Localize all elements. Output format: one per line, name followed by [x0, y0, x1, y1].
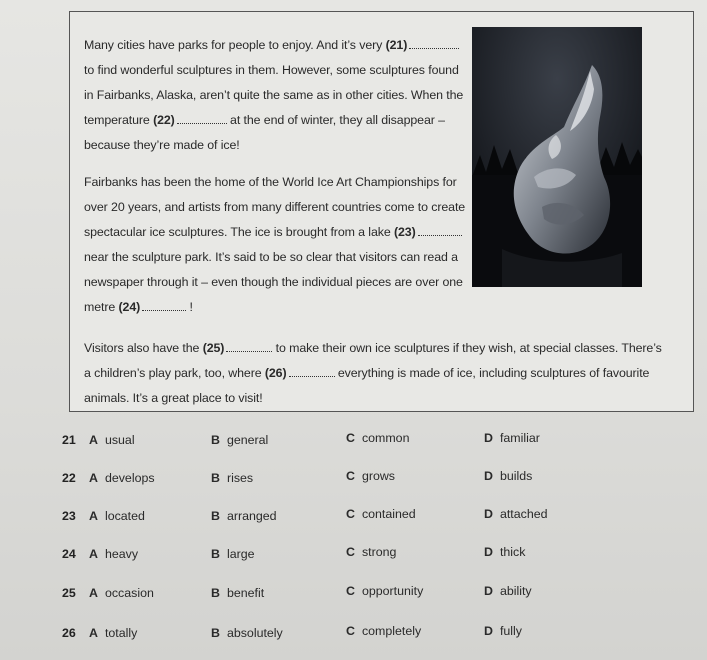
passage-text: in Fairbanks, Alaska, aren’t quite the same as in other cities. When the — [84, 88, 464, 102]
option-word: thick — [499, 545, 526, 559]
gap-number: (21) — [385, 38, 408, 52]
passage-text: metre — [84, 300, 119, 314]
answer-option-d[interactable] — [484, 545, 525, 559]
option-letter: A — [89, 586, 98, 600]
option-word: benefit — [226, 586, 265, 600]
answer-option-b[interactable] — [211, 547, 255, 561]
answer-option-d[interactable] — [484, 507, 548, 521]
answer-option-c[interactable] — [346, 431, 409, 445]
question-number: 25 — [62, 586, 76, 600]
option-word: familiar — [499, 431, 540, 445]
answer-option-b[interactable] — [211, 471, 253, 485]
answer-option-b[interactable] — [211, 509, 277, 523]
option-word: develops — [104, 471, 155, 485]
option-word: arranged — [226, 509, 277, 523]
answer-option-d[interactable] — [484, 624, 522, 638]
question-number: 23 — [62, 509, 76, 523]
option-letter: D — [484, 584, 493, 598]
answer-option-c[interactable] — [346, 545, 396, 559]
option-word: totally — [104, 626, 138, 640]
passage-text: animals. It’s a great place to visit! — [84, 391, 263, 405]
option-letter: B — [211, 471, 220, 485]
passage-text: Many cities have parks for people to enjoy. And it’s very — [84, 38, 386, 52]
option-word: opportunity — [361, 584, 424, 598]
question-number: 21 — [62, 433, 76, 447]
option-letter: C — [346, 545, 355, 559]
passage-text: because they’re made of ice! — [84, 138, 240, 152]
option-word: attached — [499, 507, 548, 521]
answer-option-a[interactable] — [89, 509, 145, 523]
passage-text: near the sculpture park. It’s said to be so clear that visitors can read a — [84, 250, 458, 264]
passage-text: ! — [186, 300, 193, 314]
gap-number: (26) — [264, 366, 287, 380]
option-word: completely — [361, 624, 422, 638]
option-letter: B — [211, 547, 220, 561]
option-word: builds — [499, 469, 533, 483]
passage-text: newspaper through it – even though the individual pieces are over one — [84, 275, 463, 289]
answer-option-c[interactable] — [346, 507, 416, 521]
passage-text: spectacular ice sculptures. The ice is brought from a lake — [84, 225, 394, 239]
option-letter: C — [346, 469, 355, 483]
answer-option-d[interactable] — [484, 431, 540, 445]
gap-number: (24) — [118, 300, 141, 314]
option-letter: A — [89, 433, 98, 447]
option-word: rises — [226, 471, 254, 485]
option-letter: C — [346, 507, 355, 521]
option-word: absolutely — [226, 626, 283, 640]
option-letter: A — [89, 547, 98, 561]
option-letter: A — [89, 509, 98, 523]
answer-option-a[interactable] — [89, 433, 135, 447]
option-letter: D — [484, 507, 493, 521]
option-letter: D — [484, 431, 493, 445]
passage-text: a children’s play park, too, where — [84, 366, 265, 380]
answer-option-a[interactable] — [89, 586, 154, 600]
passage-text: to make their own ice sculptures if they wish, at special classes. There’s — [272, 341, 662, 355]
option-word: contained — [361, 507, 416, 521]
answer-option-c[interactable] — [346, 469, 395, 483]
option-letter: A — [89, 626, 98, 640]
answer-option-a[interactable] — [89, 547, 138, 561]
answer-option-d[interactable] — [484, 469, 532, 483]
option-word: grows — [361, 469, 396, 483]
answer-option-b[interactable] — [211, 433, 268, 447]
option-letter: C — [346, 431, 355, 445]
question-number: 22 — [62, 471, 76, 485]
answer-option-c[interactable] — [346, 584, 423, 598]
option-letter: D — [484, 545, 493, 559]
question-number: 26 — [62, 626, 76, 640]
answer-option-c[interactable] — [346, 624, 421, 638]
option-letter: B — [211, 509, 220, 523]
option-letter: B — [211, 433, 220, 447]
option-letter: A — [89, 471, 98, 485]
gap-number: (22) — [153, 113, 175, 127]
option-letter: B — [211, 586, 220, 600]
option-word: located — [104, 509, 145, 523]
option-word: ability — [499, 584, 532, 598]
option-letter: C — [346, 624, 355, 638]
option-letter: B — [211, 626, 220, 640]
option-word: fully — [499, 624, 522, 638]
answer-option-a[interactable] — [89, 626, 137, 640]
option-word: heavy — [104, 547, 139, 561]
passage-text: temperature — [84, 113, 154, 127]
passage-text: to find wonderful sculptures in them. However, some sculptures found — [84, 63, 459, 77]
option-letter: D — [484, 624, 493, 638]
option-word: occasion — [104, 586, 154, 600]
passage-text: everything is made of ice, including sculptures of favourite — [334, 366, 650, 380]
passage-text: Visitors also have the — [84, 341, 203, 355]
gap-number: (23) — [393, 225, 416, 239]
answer-option-d[interactable] — [484, 584, 532, 598]
option-word: usual — [104, 433, 135, 447]
option-word: large — [226, 547, 255, 561]
option-word: common — [361, 431, 410, 445]
answer-option-b[interactable] — [211, 586, 264, 600]
passage-text: over 20 years, and artists from many different countries come to create — [84, 200, 466, 214]
question-number: 24 — [62, 547, 76, 561]
answer-option-a[interactable] — [89, 471, 155, 485]
answer-option-b[interactable] — [211, 626, 283, 640]
option-letter: C — [346, 584, 355, 598]
passage-text: at the end of winter, they all disappear – — [226, 113, 445, 127]
gap-number: (25) — [202, 341, 225, 355]
option-letter: D — [484, 469, 493, 483]
option-word: strong — [361, 545, 397, 559]
passage-text: Fairbanks has been the home of the World Ice Art Championships for — [84, 175, 457, 189]
option-word: general — [226, 433, 269, 447]
